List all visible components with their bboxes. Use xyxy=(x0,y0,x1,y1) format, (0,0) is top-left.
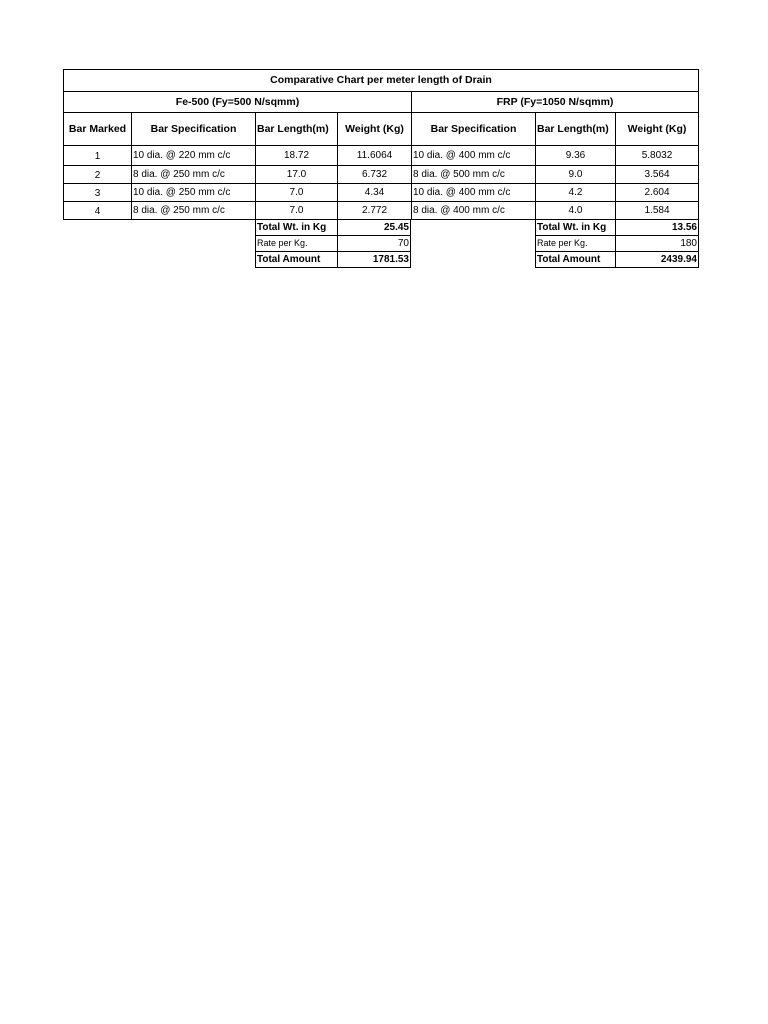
frp-total-amount-value: 2439.94 xyxy=(615,252,699,268)
frp-rate-value: 180 xyxy=(615,236,699,252)
fe-total-weight-label: Total Wt. in Kg xyxy=(255,220,337,236)
table-cell-fe-spec: 8 dia. @ 250 mm c/c xyxy=(131,202,255,220)
comparative-chart-table xyxy=(63,69,699,269)
col-header-fe-weight: Weight (Kg) xyxy=(337,113,411,146)
table-cell-frp-spec: 10 dia. @ 400 mm c/c xyxy=(411,184,535,202)
table-cell-frp-length: 4.2 xyxy=(535,184,615,202)
col-header-fe-length: Bar Length(m) xyxy=(255,113,337,146)
table-cell-frp-length: 4.0 xyxy=(535,202,615,220)
table-cell-fe-length: 7.0 xyxy=(255,184,337,202)
group-header-frp: FRP (Fy=1050 N/sqmm) xyxy=(411,92,699,113)
col-header-frp-weight: Weight (Kg) xyxy=(615,113,699,146)
table-cell-frp-length: 9.36 xyxy=(535,146,615,166)
col-header-fe-spec: Bar Specification xyxy=(131,113,255,146)
table-cell-frp-spec: 8 dia. @ 500 mm c/c xyxy=(411,166,535,184)
table-cell-mark: 1 xyxy=(63,146,131,166)
fe-rate-value: 70 xyxy=(337,236,411,252)
fe-total-amount-label: Total Amount xyxy=(255,252,337,268)
fe-rate-label: Rate per Kg. xyxy=(255,236,337,252)
table-cell-frp-weight: 5.8032 xyxy=(615,146,699,166)
table-cell-fe-length: 18.72 xyxy=(255,146,337,166)
fe-total-amount-value: 1781.53 xyxy=(337,252,411,268)
table-cell-fe-length: 7.0 xyxy=(255,202,337,220)
table-cell-frp-length: 9.0 xyxy=(535,166,615,184)
table-cell-fe-weight: 6.732 xyxy=(337,166,411,184)
table-cell-mark: 3 xyxy=(63,184,131,202)
table-cell-fe-spec: 8 dia. @ 250 mm c/c xyxy=(131,166,255,184)
group-header-fe500: Fe-500 (Fy=500 N/sqmm) xyxy=(63,92,411,113)
table-cell-fe-weight: 11.6064 xyxy=(337,146,411,166)
fe-total-weight-value: 25.45 xyxy=(337,220,411,236)
frp-total-amount-label: Total Amount xyxy=(535,252,615,268)
table-cell-frp-spec: 8 dia. @ 400 mm c/c xyxy=(411,202,535,220)
table-cell-frp-weight: 1.584 xyxy=(615,202,699,220)
frp-rate-label: Rate per Kg. xyxy=(535,236,615,252)
table-cell-frp-weight: 3.564 xyxy=(615,166,699,184)
table-cell-fe-weight: 2.772 xyxy=(337,202,411,220)
col-header-bar-marked: Bar Marked xyxy=(63,113,131,146)
table-cell-frp-spec: 10 dia. @ 400 mm c/c xyxy=(411,146,535,166)
table-cell-fe-weight: 4.34 xyxy=(337,184,411,202)
col-header-frp-spec: Bar Specification xyxy=(411,113,535,146)
table-title: Comparative Chart per meter length of Drain xyxy=(63,69,699,92)
table-cell-frp-weight: 2.604 xyxy=(615,184,699,202)
table-cell-mark: 2 xyxy=(63,166,131,184)
frp-total-weight-value: 13.56 xyxy=(615,220,699,236)
table-cell-mark: 4 xyxy=(63,202,131,220)
table-cell-fe-spec: 10 dia. @ 250 mm c/c xyxy=(131,184,255,202)
col-header-frp-length: Bar Length(m) xyxy=(535,113,615,146)
table-cell-fe-length: 17.0 xyxy=(255,166,337,184)
table-cell-fe-spec: 10 dia. @ 220 mm c/c xyxy=(131,146,255,166)
frp-total-weight-label: Total Wt. in Kg xyxy=(535,220,615,236)
